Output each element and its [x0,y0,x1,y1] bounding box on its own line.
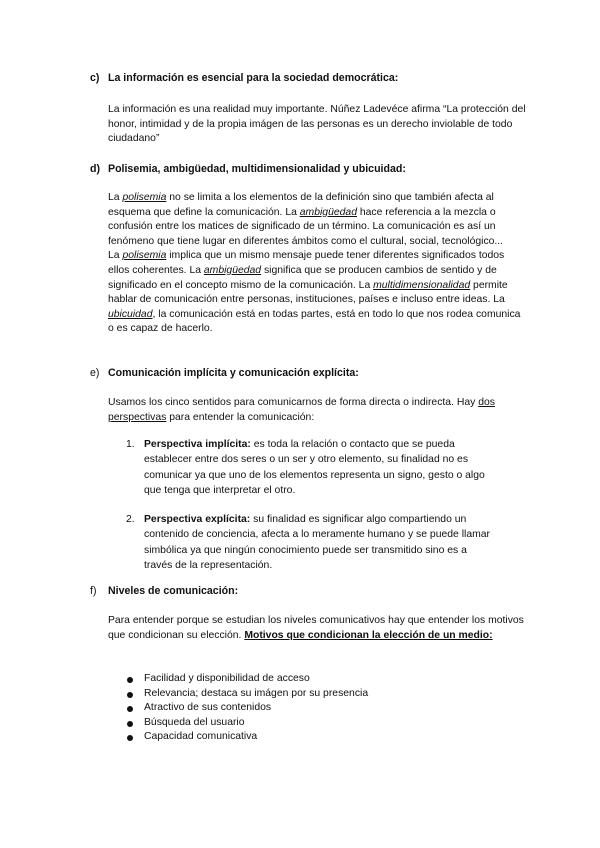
list-item-label: Perspectiva explícita: [144,514,251,525]
dos-perspectivas-link: dos perspectivas [108,397,495,423]
section-c-title: La información es esencial para la sociedad democrática: [108,72,399,84]
term-polisemia-2: polisemia [122,250,167,262]
list-item-text: es toda la relación o contacto que se pueda establecer entre dos seres o un ser y otro elemento, su finalidad no es comunicar ya que uno de los elementos representa un signo, gesto o algo que tenga que interpretar el otro. [144,439,485,496]
term-ubicuidad: ubicuidad [108,308,153,320]
term-polisemia: polisemia [122,192,167,203]
section-e-title: Comunicación implícita y comunicación explícita: [108,367,359,379]
bullet-icon [127,721,133,727]
section-d-paragraph-2: La polisemia implica que un mismo mensaje puede tener diferentes significados todos ellos coherentes. La ambigüedad significa que se producen cambios de sentido y de significado en el concepto mismo de la comunicación. La multidimensionalidad permite hablar de comunicación entre personas, instituciones, países e incluso entre ideas. La ubicuidad, la comunicación está en todas partes, está en todo lo que nos rodea comunica o es capaz de hacerlo. [108,250,521,335]
bullet-icon [127,677,133,683]
list-item-number: 2. [126,514,135,525]
section-e-letter: e) [90,367,100,379]
motivos-list [126,672,506,745]
section-e-intro: Usamos los cinco sentidos para comunicarnos de forma directa o indirecta. Hay dos perspectivas para entender la comunicación: [108,397,495,423]
list-item: Relevancia; destaca su imágen por su presencia [126,687,506,702]
list-item-label: Perspectiva implícita: [144,439,251,450]
term-ambiguedad-2: ambigüedad [203,264,262,276]
section-d-body [108,191,528,337]
term-multidimensionalidad: multidimensionalidad [373,279,471,291]
bullet-icon [127,706,133,712]
list-item: Facilidad y disponibilidad de acceso [126,672,506,687]
section-c-letter: c) [90,72,100,84]
section-f-letter: f) [90,585,97,597]
bullet-icon [127,735,133,741]
list-item: Atractivo de sus contenidos [126,701,506,716]
section-d-letter: d) [90,163,100,175]
section-f-title: Niveles de comunicación: [108,585,239,597]
list-item-text: su finalidad es significar algo compartiendo un contenido de conciencia, afecta a lo meramente humano y se puede llamar simbólica ya que ningún conocimiento puede ser transmitido sino es a través de la representación. [144,514,490,571]
section-d-paragraph-1: La polisemia no se limita a los elementos de la definición sino que también afecta al esquema que define la comunicación. La ambigüedad hace referencia a la mezcla o confusión entre los matices de significado de un término. La comunicación es así un fenómeno que tiene lugar en diferentes ámbitos como el cultural, social, tecnológico... [108,192,504,247]
motivos-heading: Motivos que condicionan la elección de un medio: [244,629,493,641]
section-f-intro: Para entender porque se estudian los niveles comunicativos hay que entender los motivos que condicionan su elección. Motivos que condicionan la elección de un medio: [108,615,524,641]
section-d-title: Polisemia, ambigüedad, multidimensionalidad y ubicuidad: [108,163,406,175]
section-c-body: La información es una realidad muy importante. Núñez Ladevéce afirma “La protección del honor, intimidad y de la propia imágen de las personas es un derecho inviolable de todo ciudadano” [108,104,526,145]
list-item: Búsqueda del usuario [126,716,506,731]
list-item: Capacidad comunicativa [126,730,506,745]
list-item-perspectiva-explicita [126,512,498,573]
list-item-perspectiva-implicita [126,437,498,498]
term-ambiguedad: ambigüedad [299,206,357,218]
list-item-number: 1. [126,439,135,450]
bullet-icon [127,692,133,698]
